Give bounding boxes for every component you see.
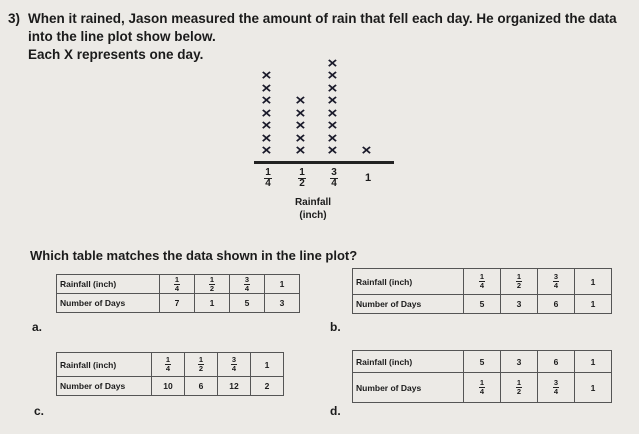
value-cell: 6 [538, 295, 575, 314]
value-cell: 12 [218, 377, 251, 396]
denominator: 4 [479, 281, 485, 290]
x-mark: × [261, 79, 272, 97]
numerator: 1 [209, 274, 215, 284]
frac-cell [538, 373, 575, 403]
denominator: 4 [553, 281, 559, 290]
value-cell: 2 [251, 377, 284, 396]
x-mark: × [295, 142, 306, 159]
numerator: 3 [244, 274, 250, 284]
frac-cell [464, 269, 501, 295]
value-cell: 10 [152, 377, 185, 396]
value-cell: 3 [265, 294, 300, 313]
denominator: 2 [516, 281, 522, 290]
x-mark: × [261, 92, 272, 109]
denominator: 4 [174, 283, 180, 293]
option-d-letter[interactable]: d. [330, 404, 341, 418]
value-cell: 1 [575, 295, 612, 314]
frac-cell [538, 269, 575, 295]
denominator: 4 [553, 387, 559, 396]
frac-cell [195, 275, 230, 294]
x-mark: × [327, 117, 338, 134]
numerator: 1 [479, 272, 485, 281]
x-mark: × [361, 142, 372, 159]
x-mark: × [295, 129, 306, 147]
numerator: 1 [479, 378, 485, 387]
value-cell: 5 [464, 295, 501, 314]
row1-header: Rainfall (inch) [353, 351, 464, 373]
option-b-letter[interactable]: b. [330, 320, 341, 334]
row1-header: Rainfall (inch) [57, 353, 152, 377]
x-mark: × [261, 104, 272, 122]
value-cell: 1 [195, 294, 230, 313]
question-key: Each X represents one day. [28, 47, 204, 62]
numerator: 1 [165, 355, 171, 364]
x-mark: × [295, 92, 306, 109]
value-cell: 3 [501, 295, 538, 314]
x-mark: × [295, 104, 306, 122]
tick-label: $\frac{1}{4}$ [265, 167, 271, 189]
number-line [254, 161, 394, 164]
value-cell: 6 [185, 377, 218, 396]
numerator: 3 [553, 272, 559, 281]
value-cell: 6 [538, 351, 575, 373]
x-mark: × [327, 129, 338, 147]
frac-cell [160, 275, 195, 294]
whole-cell: 1 [575, 269, 612, 295]
whole-cell: 1 [575, 373, 612, 403]
row2-header: Number of Days [353, 295, 464, 314]
x-mark: × [327, 54, 338, 72]
x-axis-label-line1: Rainfall [294, 197, 332, 208]
option-c-letter[interactable]: c. [34, 404, 45, 418]
row2-header: Number of Days [57, 294, 160, 313]
frac-cell [501, 373, 538, 403]
numerator: 1 [516, 378, 522, 387]
frac-cell [464, 373, 501, 403]
frac-cell [185, 353, 218, 377]
numerator: 3 [231, 355, 237, 364]
value-cell: 7 [160, 294, 195, 313]
denominator: 2 [516, 387, 522, 396]
question-text: When it rained, Jason measured the amount of rain that fell each day. He organized the data into the line plot show below. [28, 11, 617, 44]
denominator: 4 [231, 364, 237, 373]
denominator: 2 [198, 364, 204, 373]
tick-label: 1 [364, 172, 372, 184]
option-d-table[interactable] [352, 350, 612, 403]
x-mark: × [261, 67, 272, 84]
tick-label: $\frac{3}{4}$ [331, 167, 337, 189]
x-mark: × [261, 142, 272, 159]
question-number: 3) [8, 11, 21, 26]
row2-header: Number of Days [353, 373, 464, 403]
x-mark: × [327, 92, 338, 109]
option-a-letter[interactable]: a. [32, 320, 43, 334]
prompt-text: Which table matches the data shown in the line plot? [30, 248, 358, 263]
tick-label: $\frac{1}{2}$ [299, 167, 305, 189]
value-cell: 5 [230, 294, 265, 313]
whole-cell: 1 [251, 353, 284, 377]
x-axis-label [278, 196, 348, 222]
x-mark: × [327, 142, 338, 159]
denominator: 2 [209, 283, 215, 293]
frac-cell [218, 353, 251, 377]
row1-header: Rainfall (inch) [353, 269, 464, 295]
frac-cell [501, 269, 538, 295]
x-mark: × [327, 67, 338, 84]
option-b-table[interactable] [352, 268, 612, 314]
denominator: 4 [244, 283, 250, 293]
denominator: 4 [479, 387, 485, 396]
numerator: 1 [198, 355, 204, 364]
frac-cell [230, 275, 265, 294]
row1-header: Rainfall (inch) [57, 275, 160, 294]
numerator: 1 [174, 274, 180, 284]
denominator: 4 [165, 364, 171, 373]
x-mark: × [261, 129, 272, 147]
question-block [8, 10, 633, 64]
whole-cell: 1 [265, 275, 300, 294]
x-mark: × [261, 117, 272, 134]
value-cell: 5 [464, 351, 501, 373]
value-cell: 1 [575, 351, 612, 373]
x-mark: × [295, 117, 306, 134]
option-c-table[interactable] [56, 352, 284, 396]
line-plot [248, 54, 398, 225]
option-a-table[interactable] [56, 274, 300, 313]
x-axis-label-line2: (inch) [299, 210, 327, 221]
row2-header: Number of Days [57, 377, 152, 396]
x-mark: × [327, 79, 338, 97]
numerator: 3 [553, 378, 559, 387]
numerator: 1 [516, 272, 522, 281]
value-cell: 3 [501, 351, 538, 373]
frac-cell [152, 353, 185, 377]
x-mark: × [327, 104, 338, 122]
